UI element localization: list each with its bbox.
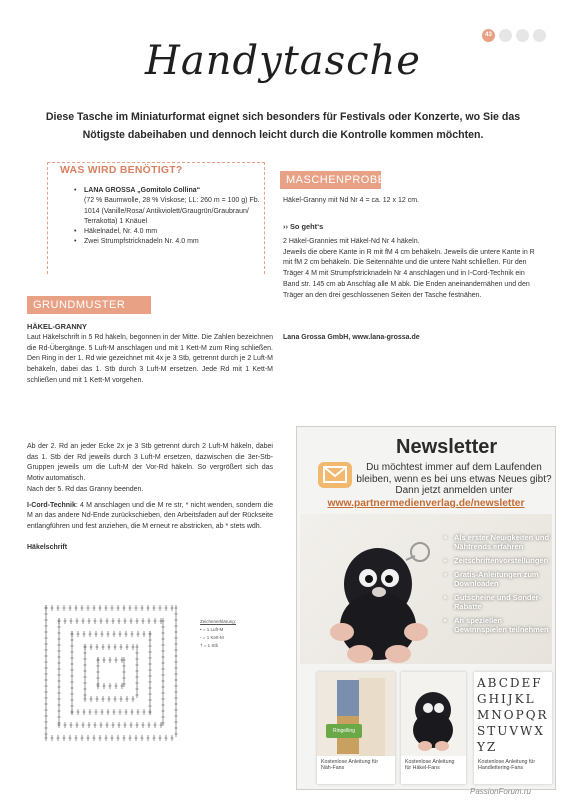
legend-title: Zeichenerklärung: <box>200 619 237 624</box>
article-title: Handytasche <box>145 38 421 84</box>
crochet-chart <box>36 573 186 773</box>
newsletter-subtitle: Du möchtest immer auf dem Laufenden bleiben, wenn es bei uns etwas Neues gibt? Dann jetzt anmelden unter <box>356 462 552 496</box>
how-to-heading: ›› So geht‘s <box>283 222 324 231</box>
legend-dc: = 1 Stb <box>203 643 219 648</box>
product-tag: Ringelling <box>326 724 362 738</box>
benefit-item: • An speziellen Gewinnspielen teilnehmen <box>444 616 554 634</box>
granny-step-5: Nach der 5. Rd das Granny beenden. <box>27 485 144 493</box>
how-to-step-2: Jeweils die obere Kante in R mit fM 4 cm behäkeln. Jeweils die untere Kante in R mit fM 2 cm behäkeln. Die Seitennähte und die untere Naht schließen. Für den Träger 4 M mit Strumpfstricknadeln Nr 4 anschlagen und in I-Cord-Technik ein Band str. 145 cm ab Anschlag alle M abk. Die Enden aneinandernähen und den Träger an den drei geschlossenen Seiten der Tasche festnähen. <box>283 248 535 299</box>
materials-item: • Zwei Strumpfstricknadeln Nr. 4.0 mm <box>74 237 260 247</box>
envelope-icon <box>318 462 352 488</box>
legend-item: † = 1 Stb <box>200 643 219 648</box>
granny-instructions: Laut Häkelschrift in 5 Rd häkeln, begonnen in der Mitte. Die Zahlen bezeichnen die Rd-Übergänge. 5 Luft-M anschlagen und mit 1 Kett-M zum Ring schließen. Den Ring in der 1. Rd wie gezeichnet mit 4x je 3 Stb, getrennt durch je 2 Luft-M behäkeln, dabei das 1. Stb durch 3 Luft-M ersetzen. Jede Rd mit 1 Kett-M schließen und mit 1 Kett-M vorgehen. <box>27 334 273 384</box>
materials-heading: WAS WIRD BENÖTIGT? <box>60 165 183 176</box>
gauge-text: Häkel-Granny mit Nd Nr 4 = ca. 12 x 12 cm. <box>283 197 419 204</box>
icord-text: : 4 M anschlagen und die M re str, * nicht wenden, sondern die M an das andere Nd-Ende zurückschieben, den Arbeitsfaden auf der Rückseite entlangführen und fest anziehen, die M erneut re abstricken, ab * stets wdh. <box>27 501 273 530</box>
legend-chain: = 1 Luft-M <box>202 627 224 632</box>
legend-item: • = 1 Luft-M <box>200 627 224 632</box>
lettering-sample: ABCDEFGHIJKLMNOPQRSTUVWXYZ <box>474 672 552 756</box>
yarn-details: (72 % Baumwolle, 28 % Viskose; LL: 260 m = 100 g) Fb. 1014 (Vanille/Rosa/ Antikviolett/Graugrün/Graubraun/ Terrakotta) 1 Knäuel <box>84 197 260 225</box>
card-caption: Kostenlose Anleitung für Häkel-Fans <box>405 759 455 772</box>
benefit-item: • Als erster Neuigkeiten und Nähtrends erfahren <box>444 533 554 551</box>
watermark: PassionForum.ru <box>470 787 531 796</box>
how-to-steps <box>283 237 537 301</box>
benefit-item: • Gratis-Anleitungen zum Downloaden <box>444 570 554 588</box>
granny-instructions-continued <box>27 442 273 533</box>
card-caption: Kostenlose Anleitung für Näh-Fans <box>321 759 379 772</box>
chart-heading: Häkelschrift <box>27 544 68 551</box>
how-to-step-1: 2 Häkel-Grannies mit Häkel-Nd Nr 4 häkeln. <box>283 238 420 245</box>
benefit-item: • Gutscheine und Sonder-Rabatte <box>444 593 554 611</box>
newsletter-title: Newsletter <box>396 436 498 458</box>
newsletter-benefits <box>444 533 554 639</box>
materials-list <box>74 186 260 248</box>
article-intro: Diese Tasche im Miniaturformat eignet sich besonders für Festivals oder Konzerte, wo Sie das Nötigste dabeihaben und dennoch leicht durch die Kontrolle kommen möchten. <box>45 111 521 141</box>
yarn-name: LANA GROSSA „Gomitolo Collina“ <box>84 187 201 194</box>
legend-slip: = 1 Kett-M <box>202 635 224 640</box>
granny-heading: HÄKEL-GRANNY <box>27 322 87 331</box>
card-caption: Kostenlose Anleitung für Handlettering-Fans <box>478 759 536 772</box>
chart-legend <box>200 618 236 650</box>
free-pattern-card-lettering[interactable] <box>474 672 552 784</box>
materials-item: • Häkelnadel, Nr. 4.0 mm <box>74 227 260 237</box>
page-number: 43 <box>482 29 495 42</box>
granny-step-2: Ab der 2. Rd an jeder Ecke 2x je 3 Stb getrennt durch 2 Luft-M häkeln, dabei das 1. Stb der Rd jeweils durch 3 Luft-M ersetzen, dazwischen die 3er-Stb-Gruppen jeweils um die Luft-M der Vor-Rd häkeln. So vergrößert sich das Motiv automatisch. <box>27 443 273 483</box>
newsletter-link[interactable]: www.partnermedienverlag.de/newsletter <box>327 498 525 509</box>
free-pattern-card-crochet[interactable] <box>401 672 466 784</box>
section-label-maschenprobe: MASCHENPROBE <box>280 171 381 189</box>
icord-lead: I-Cord-Technik <box>27 501 76 509</box>
benefit-item: • Zeitschriftenvorstellungen <box>444 556 554 565</box>
legend-item: ◦ = 1 Kett-M <box>200 635 224 640</box>
credit-line: Lana Grossa GmbH, www.lana-grossa.de <box>283 334 420 341</box>
materials-item <box>74 186 260 227</box>
section-label-grundmuster: GRUNDMUSTER <box>27 296 151 314</box>
